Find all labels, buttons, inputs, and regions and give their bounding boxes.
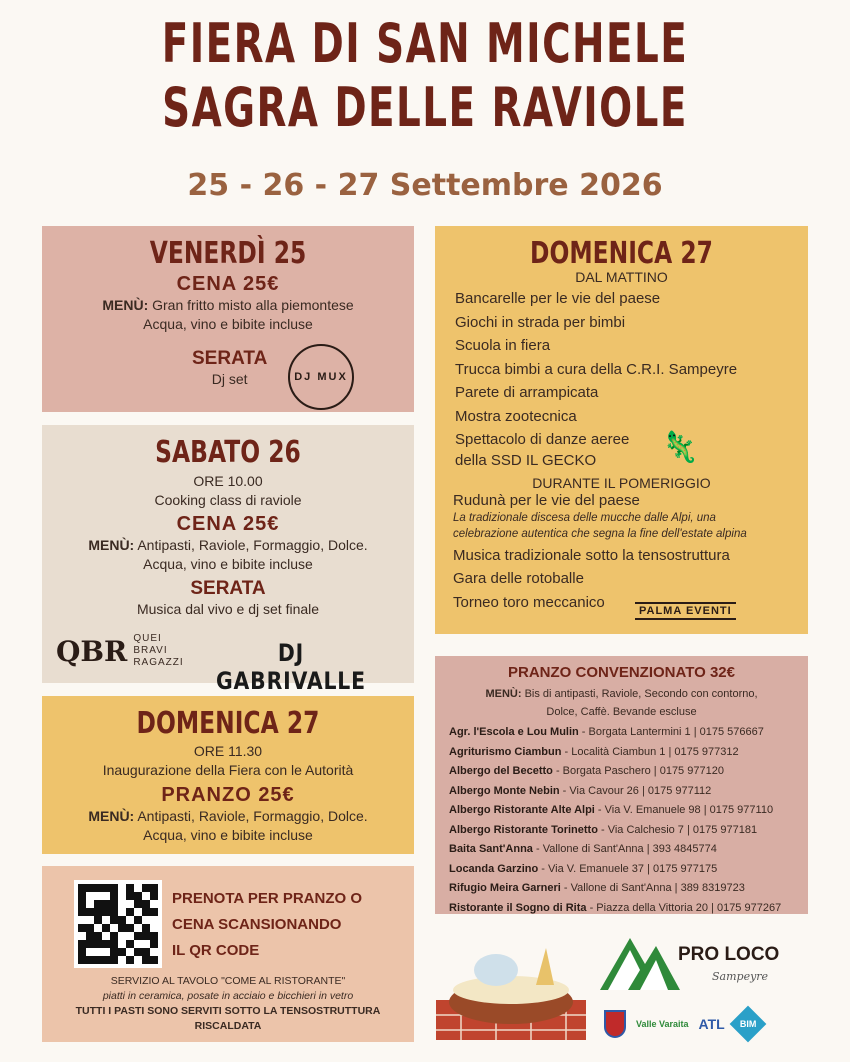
friday-panel: [42, 226, 414, 412]
sunday-lunch-price: PRANZO 25€: [161, 784, 295, 806]
saturday-title: SABATO 26: [155, 435, 301, 470]
sunday-drinks: Acqua, vino e bibite incluse: [143, 827, 313, 843]
friday-menu: MENÙ: Gran fritto misto alla piemontese: [102, 297, 354, 313]
pro-loco-name: PRO LOCO: [678, 944, 780, 965]
restaurant-item: Albergo Monte Nebin - Via Cavour 26 | 0175 977112: [449, 784, 712, 797]
pro-loco-town: Sampeyre: [712, 970, 769, 983]
friday-serata-detail: Dj set: [211, 371, 248, 387]
activity-item: Spettacolo di danze aeree: [455, 431, 630, 448]
booking-line-2: CENA SCANSIONANDO: [172, 916, 342, 933]
partner-lunch-panel: [435, 656, 808, 914]
atl-logo: ATL: [698, 1016, 725, 1032]
afternoon-activity-item: Musica tradizionale sotto la tensostruttura: [453, 546, 730, 564]
sunday-activities-panel: [435, 226, 808, 634]
partner-logos: [604, 1006, 794, 1042]
morning-heading: DAL MATTINO: [575, 269, 668, 285]
title-line-2: SAGRA DELLE RAVIOLE: [162, 76, 688, 139]
restaurant-item: Albergo Ristorante Torinetto - Via Calchesio 7 | 0175 977181: [449, 823, 758, 836]
friday-serata: SERATA: [192, 348, 268, 369]
partner-lunch-title: PRANZO CONVENZIONATO 32€: [508, 664, 735, 681]
saturday-menu: MENÙ: Antipasti, Raviole, Formaggio, Dolce.: [88, 537, 368, 553]
friday-drinks: Acqua, vino e bibite incluse: [143, 316, 313, 332]
restaurant-item: Baita Sant'Anna - Vallone di Sant'Anna | 393 4845774: [449, 843, 717, 855]
saturday-time: ORE 10.00: [193, 473, 263, 489]
friday-title: VENERDÌ 25: [149, 236, 307, 271]
tent-note-1: TUTTI I PASTI SONO SERVITI SOTTO LA TENSOSTRUTTURA: [75, 1005, 381, 1017]
tent-note-2: RISCALDATA: [194, 1020, 262, 1032]
restaurant-item: Albergo del Becetto - Borgata Paschero | 0175 977120: [449, 765, 724, 777]
afternoon-activity-item: Gara delle rotoballe: [453, 570, 584, 587]
morning-activities-list: [435, 287, 808, 469]
afternoon-heading: DURANTE IL POMERIGGIO: [532, 474, 711, 491]
saturday-dinner-price: CENA 25€: [176, 513, 280, 535]
booking-line-3: IL QR CODE: [172, 942, 260, 959]
rudunà-desc-1: La tradizionale discesa delle mucche dalle Alpi, una: [453, 511, 716, 524]
gecko-icon: 🦎: [661, 431, 699, 464]
sunday-time: ORE 11.30: [193, 743, 263, 759]
saturday-drinks: Acqua, vino e bibite incluse: [143, 556, 313, 572]
title-line-1: FIERA DI SAN MICHELE: [161, 12, 689, 75]
sunday-lunch-panel: [42, 696, 414, 854]
raviole-illustration: [436, 930, 586, 1040]
dj-gabrivalle-logo: DJ GABRIVALLE: [215, 639, 366, 695]
afternoon-activities-list: [435, 544, 808, 615]
dj-mux-logo: DJ MUX: [288, 344, 354, 410]
activity-item: Bancarelle per le vie del paese: [455, 290, 661, 307]
afternoon-activity-item: Torneo toro meccanico: [453, 593, 605, 611]
restaurant-list: [435, 723, 808, 918]
qr-code[interactable]: [74, 880, 162, 968]
activity-item: Mostra zootecnica: [455, 407, 577, 425]
sunday-left-title: DOMENICA 27: [136, 706, 320, 741]
rudunà-desc-2: celebrazione autentica che segna la fine dell'estate alpina: [453, 527, 747, 540]
sunday-menu: MENÙ: Antipasti, Raviole, Formaggio, Dolce.: [88, 808, 368, 824]
partner-menu-1: MENÙ: Bis di antipasti, Raviole, Secondo con contorno,: [485, 688, 758, 700]
saturday-event: Cooking class di raviole: [154, 492, 302, 508]
palma-eventi-logo: PALMA EVENTI: [635, 602, 736, 620]
restaurant-item: Albergo Ristorante Alte Alpi - Via V. Emanuele 98 | 0175 977110: [449, 804, 774, 816]
friday-dinner-price: CENA 25€: [176, 273, 280, 295]
saturday-panel: [42, 425, 414, 695]
sunday-event: Inaugurazione della Fiera con le Autorità: [102, 762, 354, 778]
activity-item: Trucca bimbi a cura della C.R.I. Sampeyre: [455, 360, 738, 378]
rudunà-item: Rudunà per le vie del paese: [453, 491, 640, 509]
dishes-note: piatti in ceramica, posate in acciaio e bicchieri in vetro: [102, 990, 354, 1002]
partner-menu-2: Dolce, Caffè. Bevande escluse: [546, 706, 697, 718]
activity-item: Parete di arrampicata: [455, 384, 599, 401]
booking-line-1: PRENOTA PER PRANZO O: [172, 890, 363, 907]
restaurant-item: Agriturismo Ciambun - Località Ciambun 1 | 0175 977312: [449, 745, 739, 758]
sunday-right-title: DOMENICA 27: [530, 236, 713, 271]
restaurant-item: Agr. l'Escola e Lou Mulin - Borgata Lantermini 1 | 0175 576667: [449, 726, 764, 738]
valle-varaita-logo: Valle Varaita: [636, 1019, 689, 1029]
pro-loco-logo: [600, 930, 810, 1000]
restaurant-item: Ristorante il Sogno di Rita - Piazza della Vittoria 20 | 0175 977267: [449, 901, 782, 914]
activity-item: Giochi in strada per bimbi: [455, 313, 626, 331]
event-dates: 25 - 26 - 27 Settembre 2026: [187, 168, 663, 203]
restaurant-item: Rifugio Meira Garneri - Vallone di Sant'Anna | 389 8319723: [449, 882, 745, 894]
service-note: SERVIZIO AL TAVOLO "COME AL RISTORANTE": [110, 975, 346, 987]
quei-bravi-ragazzi-logo: QBR QUEI BRAVI RAGAZZI: [56, 633, 184, 668]
booking-panel: [42, 866, 414, 1042]
restaurant-item: Locanda Garzino - Via V. Emanuele 37 | 0175 977175: [449, 862, 718, 875]
bim-logo: BIM: [729, 1006, 766, 1043]
town-crest-icon: [604, 1010, 626, 1038]
saturday-serata-detail: Musica dal vivo e dj set finale: [136, 601, 320, 617]
activity-item: della SSD IL GECKO: [455, 451, 597, 469]
activity-item: Scuola in fiera: [455, 337, 551, 354]
saturday-serata: SERATA: [190, 578, 266, 599]
